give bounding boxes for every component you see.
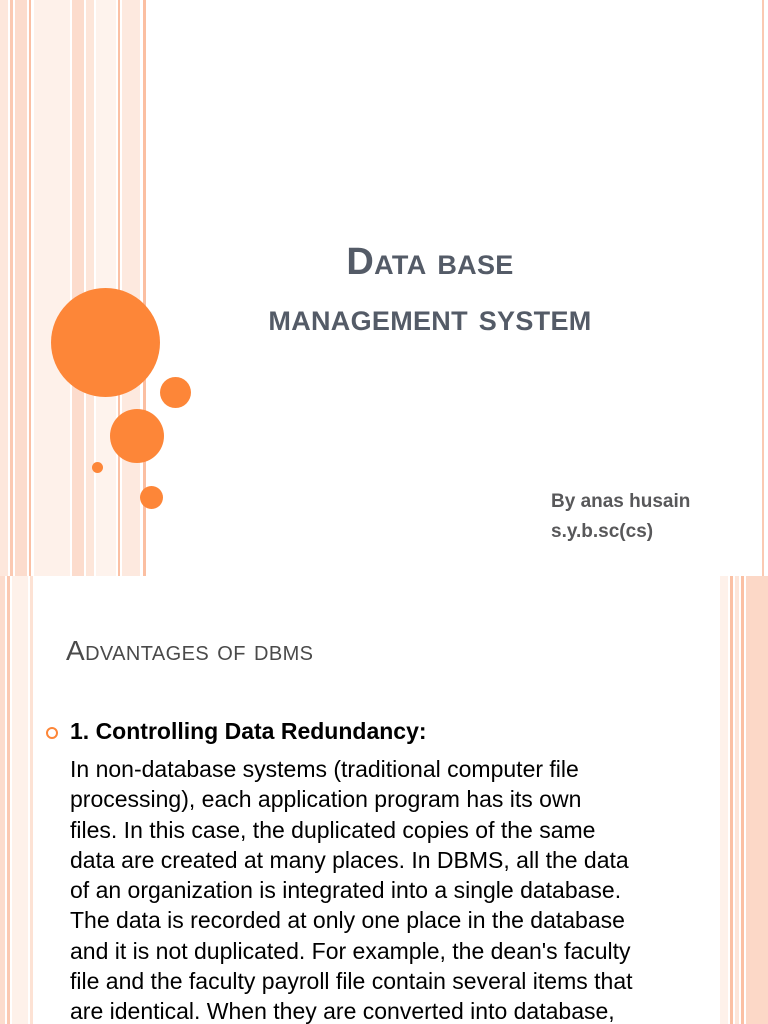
stripe-decoration	[12, 576, 28, 1024]
slide-title-line2: management system	[268, 297, 592, 339]
stripe-decoration	[34, 0, 70, 576]
body-line: processing), each application program has its own	[70, 786, 582, 813]
large-circle-icon	[51, 288, 160, 397]
stripe-decoration	[735, 576, 739, 1024]
stripe-decoration	[7, 576, 10, 1024]
stripe-decoration	[0, 576, 5, 1024]
stripe-decoration	[72, 0, 84, 576]
body-line: In non-database systems (traditional computer file	[70, 756, 579, 782]
body-paragraph	[70, 754, 710, 1024]
body-line: files. In this case, the duplicated copies of the same	[70, 816, 596, 843]
stripe-decoration	[15, 0, 27, 576]
stripe-decoration	[10, 0, 13, 576]
tiny-circle-icon	[92, 462, 103, 473]
stripe-decoration	[122, 0, 140, 576]
stripe-decoration	[762, 0, 764, 576]
slide-title	[170, 234, 690, 346]
stripe-decoration	[730, 576, 733, 1024]
stripe-decoration	[30, 576, 33, 1024]
body-line: data are created at many places. In DBMS, all the data	[70, 846, 629, 873]
body-line: of an organization is integrated into a single database.	[70, 877, 622, 904]
section-subheading: 1. Controlling Data Redundancy:	[70, 718, 427, 744]
ring-bullet-icon	[46, 727, 58, 739]
stripe-decoration	[720, 576, 728, 1024]
stripe-decoration	[29, 0, 31, 576]
medium-circle-icon	[110, 409, 164, 463]
stripe-decoration	[741, 576, 744, 1024]
body-line: and it is not duplicated. For example, the dean's faculty	[70, 937, 631, 964]
body-line: file and the faculty payroll file contain several items that	[70, 968, 633, 995]
body-line: The data is recorded at only one place in the database	[70, 907, 625, 934]
slide-heading: Advantages of dbms	[66, 635, 314, 666]
small-circle-icon	[140, 486, 163, 509]
content-slide	[0, 576, 768, 1024]
body-line: are identical. When they are converted into database,	[70, 998, 615, 1024]
small-circle-icon	[160, 377, 191, 408]
author-name: By anas husain	[551, 491, 691, 512]
stripe-decoration	[86, 0, 94, 576]
stripe-decoration	[118, 0, 120, 576]
slide-title-line1: Data base	[346, 241, 514, 283]
stripe-decoration	[0, 0, 8, 576]
author-block	[551, 487, 690, 547]
stripe-decoration	[746, 576, 768, 1024]
author-class: s.y.b.sc(cs)	[551, 521, 654, 542]
